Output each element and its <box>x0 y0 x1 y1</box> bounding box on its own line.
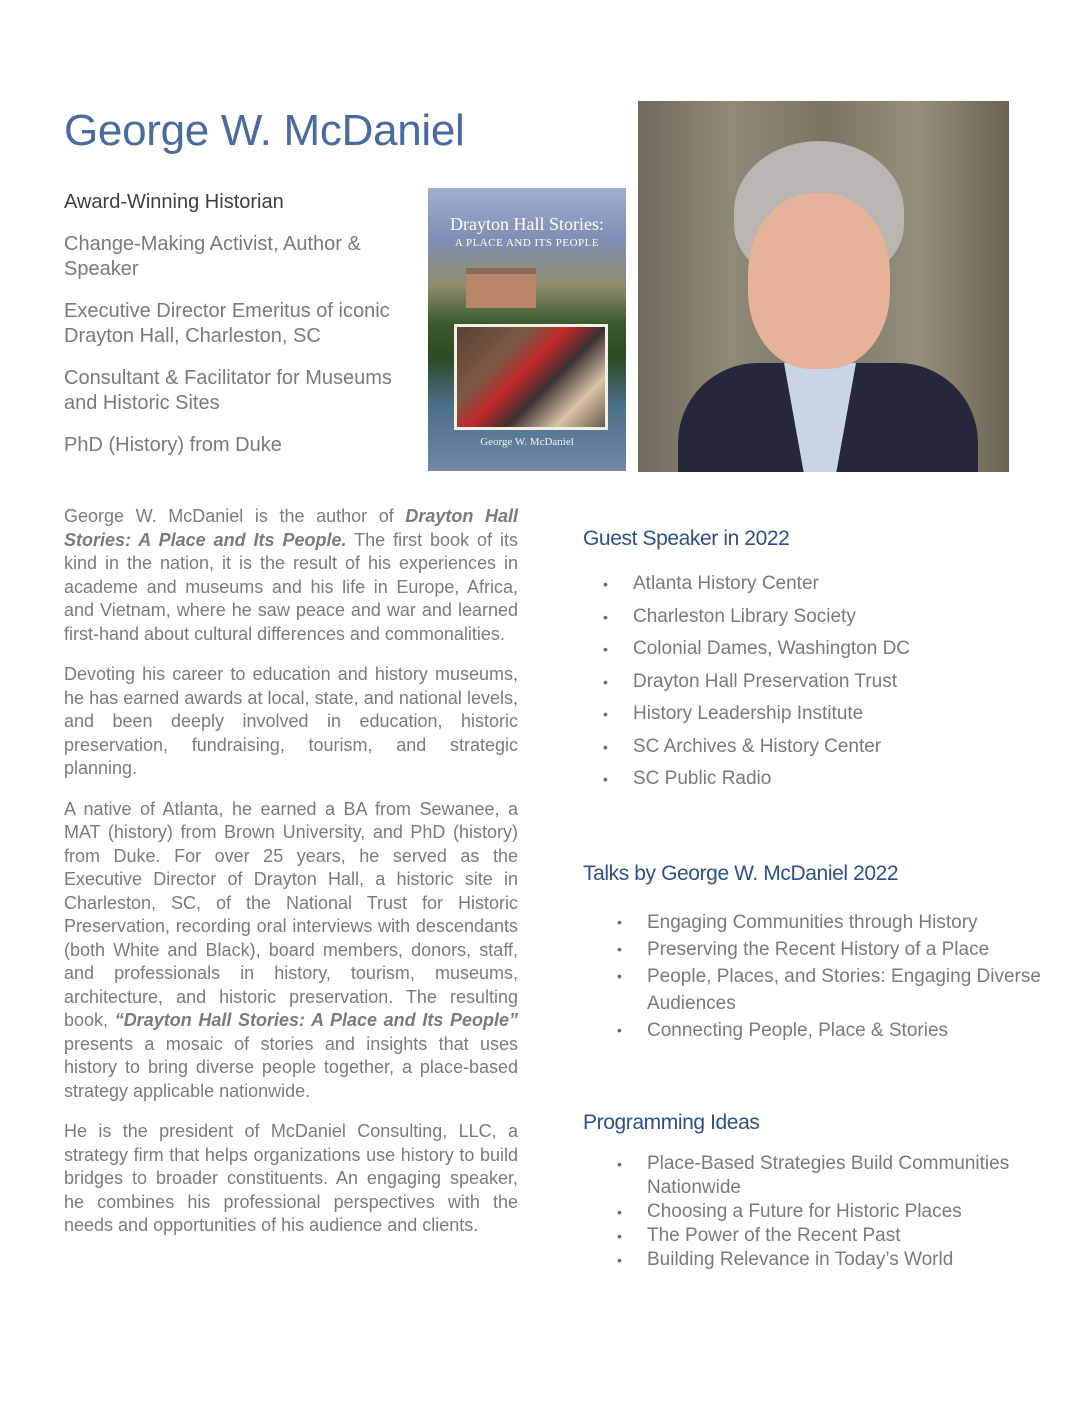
list-item: • History Leadership Institute <box>633 698 910 731</box>
roles-list <box>64 190 414 475</box>
bullet-icon: • <box>617 1228 622 1244</box>
list-item: • Engaging Communities through History <box>647 909 1042 936</box>
list-item: • The Power of the Recent Past <box>617 1225 901 1246</box>
book-cover-house <box>466 268 536 308</box>
bio-paragraph-1 <box>64 505 518 646</box>
bio-paragraph-2: Devoting his career to education and history museums, he has earned awards at local, state, and national levels, and been deeply involved in education, historic preservation, fundraising, tourism, and strategic planning. <box>64 664 518 778</box>
bullet-icon: • <box>603 608 608 625</box>
role-consultant: Consultant & Facilitator for Museums and Historic Sites <box>64 367 392 414</box>
bullet-icon: • <box>617 1204 622 1220</box>
bio-p3-book-title: “Drayton Hall Stories: A Place and Its People” <box>114 1010 518 1030</box>
portrait-photo <box>638 101 1009 472</box>
role-historian: Award-Winning Historian <box>64 191 284 213</box>
list-item: • Charleston Library Society <box>633 601 910 634</box>
bullet-icon: • <box>617 941 622 957</box>
guest-speaker-heading: Guest Speaker in 2022 <box>583 527 790 550</box>
bullet-icon: • <box>617 1156 622 1172</box>
list-item: • Choosing a Future for Historic Places <box>617 1201 962 1222</box>
bio-p1-book-title: Drayton Hall Stories: A Place and Its People. <box>64 506 519 550</box>
talks-list <box>617 909 1042 1044</box>
bullet-icon: • <box>617 914 622 930</box>
bio-p1-intro: George W. McDaniel is the author of <box>64 506 406 526</box>
guest-speaker-list <box>603 568 911 796</box>
bio-p3-intro: A native of Atlanta, he earned a BA from Sewanee, a MAT (history) from Brown University, and PhD (history) from Duke. For over 25 years, he served as the Executive Director of Drayton Hall, a historic site in Charleston, SC, of the National Trust for Historic Preservation, recording oral interviews with descendants (both White and Black), board members, donors, staff, and professionals in history, tourism, museums, architecture, and historic preservation. The resulting book, <box>64 798 518 1030</box>
list-item: • Atlanta History Center <box>633 568 910 601</box>
list-item: • Colonial Dames, Washington DC <box>633 633 910 666</box>
bio-p3-rest: presents a mosaic of stories and insights that uses history to bring diverse people together, a place-based strategy applicable nationwide. <box>64 1033 518 1101</box>
bullet-icon: • <box>603 673 608 690</box>
bio-paragraph-4: He is the president of McDaniel Consulting, LLC, a strategy firm that helps organizations use history to build bridges to broader constituents. An engaging speaker, he combines his professional perspectives with the needs and opportunities of his audience and clients. <box>64 1121 518 1235</box>
book-cover-author: George W. McDaniel <box>480 436 574 448</box>
bullet-icon: • <box>603 576 608 592</box>
bullet-icon: • <box>603 641 608 657</box>
biography <box>64 505 518 1255</box>
book-cover-photo <box>454 324 608 430</box>
list-item: • Place-Based Strategies Build Communities Nationwide <box>617 1153 1010 1198</box>
book-cover-image <box>428 188 626 471</box>
book-cover-subtitle: A PLACE AND ITS PEOPLE <box>454 237 600 249</box>
bio-paragraph-3 <box>64 798 518 1104</box>
list-item: • SC Public Radio <box>633 763 910 796</box>
role-phd: PhD (History) from Duke <box>64 434 282 456</box>
bullet-icon: • <box>603 738 608 755</box>
list-item: • Connecting People, Place & Stories <box>647 1017 1042 1044</box>
talks-heading: Talks by George W. McDaniel 2022 <box>583 862 899 885</box>
book-cover-title: Drayton Hall Stories: <box>450 214 604 234</box>
programming-list <box>617 1152 1042 1272</box>
page-title: George W. McDaniel <box>64 106 465 155</box>
role-activist: Change-Making Activist, Author & Speaker <box>64 233 361 280</box>
list-item: • Preserving the Recent History of a Place <box>647 936 1042 963</box>
bullet-icon: • <box>603 771 608 787</box>
portrait-face <box>748 193 890 369</box>
programming-heading: Programming Ideas <box>583 1111 760 1134</box>
bullet-icon: • <box>617 968 622 984</box>
list-item: • Building Relevance in Today’s World <box>617 1249 954 1270</box>
role-executive-director: Executive Director Emeritus of iconic Drayton Hall, Charleston, SC <box>64 300 390 347</box>
bullet-icon: • <box>603 706 608 722</box>
bullet-icon: • <box>617 1022 622 1038</box>
list-item: • SC Archives & History Center <box>633 731 910 764</box>
list-item: • Drayton Hall Preservation Trust <box>633 666 910 699</box>
list-item: • People, Places, and Stories: Engaging Diverse Audiences <box>647 963 1042 1017</box>
bullet-icon: • <box>617 1252 622 1268</box>
bio-p1-rest: The first book of its kind in the nation, it is the result of his experiences in academe and museums and his life in Europe, Africa, and Vietnam, where he saw peace and war and learned first-hand about cultural differences and commonalities. <box>64 529 518 644</box>
